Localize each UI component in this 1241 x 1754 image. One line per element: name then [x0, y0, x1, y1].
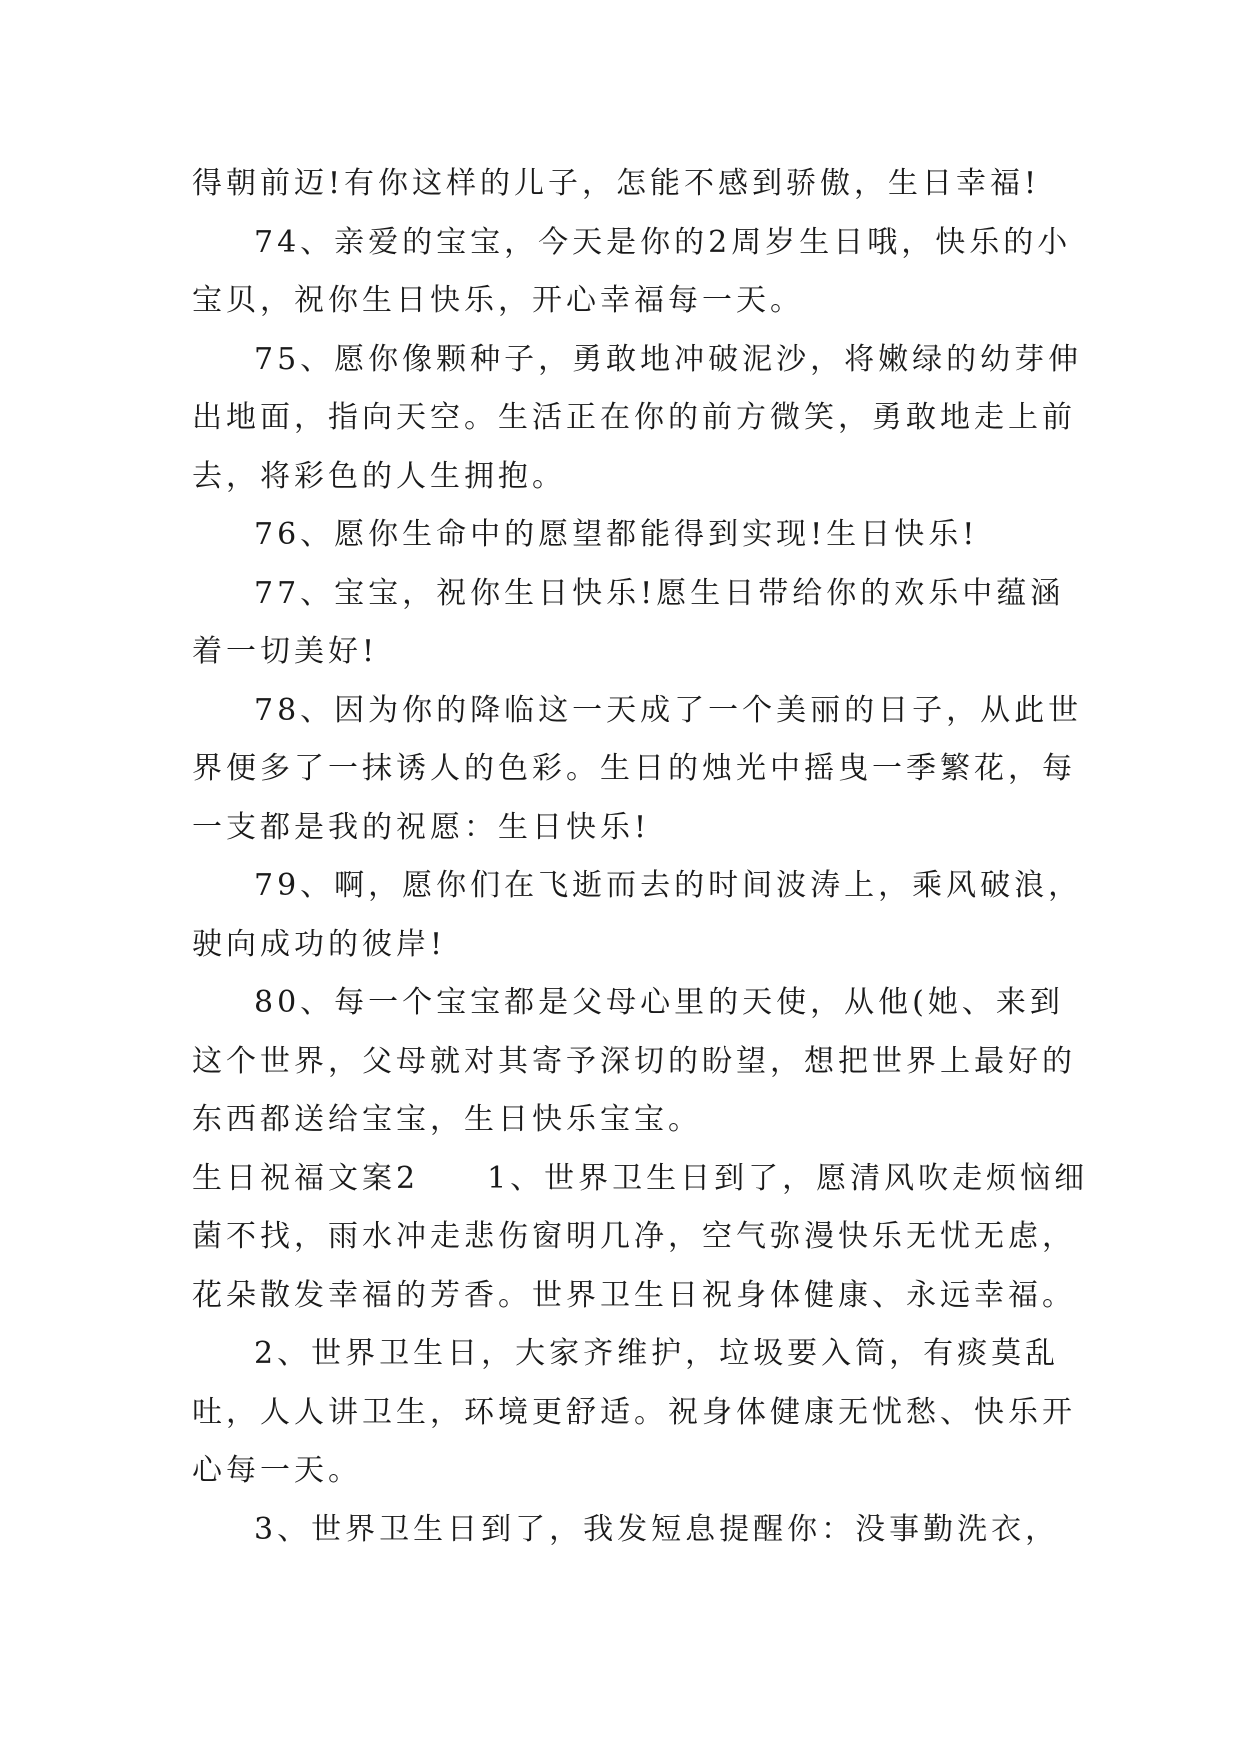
- text-line: 78、因为你的降临这一天成了一个美丽的日子，从此世: [254, 692, 1083, 728]
- text-line: 76、愿你生命中的愿望都能得到实现!生日快乐!: [254, 517, 979, 552]
- text-line: 着一切美好!: [192, 634, 379, 669]
- text-line: 花朵散发幸福的芳香。世界卫生日祝身体健康、永远幸福。: [192, 1277, 1076, 1313]
- text-line: 宝贝，祝你生日快乐，开心幸福每一天。: [192, 283, 804, 318]
- section-heading-line: 生日祝福文案2 1、世界卫生日到了，愿清风吹走烦恼细: [192, 1160, 1089, 1196]
- text-line: 出地面，指向天空。生活正在你的前方微笑，勇敢地走上前: [192, 400, 1076, 435]
- text-line: 75、愿你像颗种子，勇敢地冲破泥沙，将嫩绿的幼芽伸: [254, 341, 1083, 377]
- text-line: 2、世界卫生日，大家齐维护，垃圾要入筒，有痰莫乱: [254, 1336, 1060, 1371]
- text-line: 79、啊，愿你们在飞逝而去的时间波涛上，乘风破浪，: [254, 868, 1083, 903]
- text-line: 74、亲爱的宝宝，今天是你的2周岁生日哦，快乐的小: [254, 224, 1072, 260]
- text-line: 菌不找，雨水冲走悲伤窗明几净，空气弥漫快乐无忧无虑，: [192, 1219, 1076, 1254]
- text-line: 心每一天。: [192, 1453, 362, 1488]
- text-line: 得朝前迈!有你这样的儿子，怎能不感到骄傲，生日幸福!: [192, 166, 1041, 201]
- text-line: 东西都送给宝宝，生日快乐宝宝。: [192, 1102, 702, 1137]
- text-line: 这个世界，父母就对其寄予深切的盼望，想把世界上最好的: [192, 1043, 1076, 1079]
- text-line: 3、世界卫生日到了，我发短息提醒你：没事勤洗衣，: [254, 1511, 1060, 1547]
- text-line: 驶向成功的彼岸!: [192, 926, 447, 962]
- text-line: 一支都是我的祝愿：生日快乐!: [192, 809, 651, 845]
- text-line: 77、宝宝，祝你生日快乐!愿生日带给你的欢乐中蕴涵: [254, 575, 1065, 611]
- text-line: 去，将彩色的人生拥抱。: [192, 458, 566, 494]
- text-line: 80、每一个宝宝都是父母心里的天使，从他(她、来到: [254, 985, 1064, 1020]
- text-line: 吐，人人讲卫生，环境更舒适。祝身体健康无忧愁、快乐开: [192, 1394, 1076, 1430]
- text-line: 界便多了一抹诱人的色彩。生日的烛光中摇曳一季繁花，每: [192, 751, 1076, 786]
- document-body: [192, 155, 1089, 1559]
